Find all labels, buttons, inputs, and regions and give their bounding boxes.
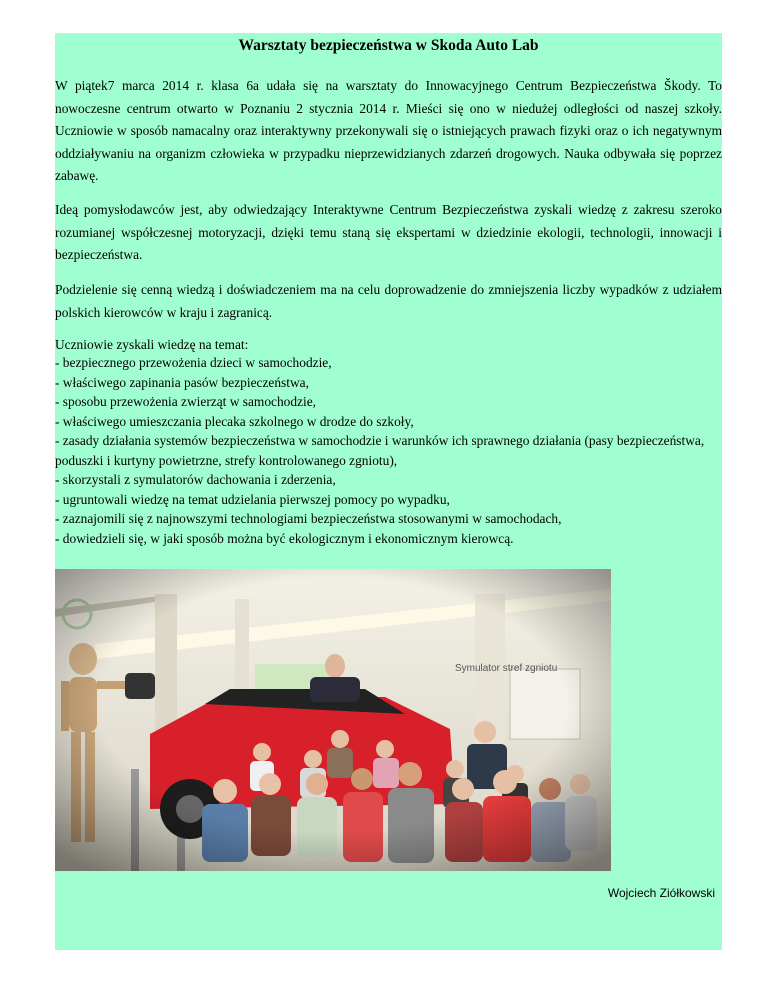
list-item: - skorzystali z symulatorów dachowania i zderzenia, bbox=[55, 472, 336, 487]
article-title: Warsztaty bezpieczeństwa w Skoda Auto Lab bbox=[238, 37, 539, 54]
list-intro: Uczniowie zyskali wiedzę na temat: bbox=[55, 337, 249, 352]
list-item: - zasady działania systemów bezpieczeństwa w samochodzie i warunków ich sprawnego działania (pasy bezpieczeństwa, poduszki i kurtyny powietrzne, strefy kontrolowanego zgniotu), bbox=[55, 433, 705, 468]
list-item: - właściwego zapinania pasów bezpieczeństwa, bbox=[55, 374, 309, 390]
author-signature: Wojciech Ziółkowski bbox=[607, 886, 715, 900]
paragraph-idea: Ideą pomysłodawców jest, aby odwiedzający Interaktywne Centrum Bezpieczeństwa zyskali wiedzę z zakresu szeroko rozumianej współczesnej motoryzacji, dzięki temu staną się ekspertami w dziedzinie ekologii, technologii, innowacji i bezpieczeństwa. bbox=[55, 202, 722, 262]
list-item: - ugruntowali wiedzę na temat udzielania pierwszej pomocy po wypadku, bbox=[55, 491, 450, 507]
list-item: - sposobu przewożenia zwierząt w samochodzie, bbox=[55, 394, 317, 409]
paragraph-intro: W piątek7 marca 2014 r. klasa 6a udała się na warsztaty do Innowacyjnego Centrum Bezpieczeństwa Škody. To nowoczesne centrum otwarto w Poznaniu 2 stycznia 2014 r. Mieści się ono w niedużej odległości od naszej szkoły. Uczniowie w sposób namacalny oraz interaktywny przekonywali się o istniejących prawach fizyki oraz o ich negatywnym oddziaływaniu na organizm człowieka w przypadku nieprzewidzianych zdarzeń drogowych. Nauka odbywała się poprzez zabawę. bbox=[55, 78, 722, 183]
list-item: - zaznajomili się z najnowszymi technologiami bezpieczeństwa stosowanymi w samochodach, bbox=[55, 511, 562, 526]
group-photo bbox=[55, 569, 611, 871]
list-item: - dowiedzieli się, w jaki sposób można być ekologicznym i ekonomicznym kierowcą. bbox=[55, 530, 514, 546]
group-photo-illustration bbox=[55, 569, 611, 871]
topics-list bbox=[55, 353, 722, 548]
paragraph-goal: Podzielenie się cenną wiedzą i doświadczeniem ma na celu doprowadzenie do zmniejszenia liczby wypadków z udziałem polskich kierowców w kraju i zagranicą. bbox=[55, 282, 722, 320]
list-item: - bezpiecznego przewożenia dzieci w samochodzie, bbox=[55, 355, 332, 370]
list-item: - właściwego umieszczania plecaka szkolnego w drodze do szkoły, bbox=[55, 413, 414, 429]
article-page bbox=[55, 33, 722, 950]
